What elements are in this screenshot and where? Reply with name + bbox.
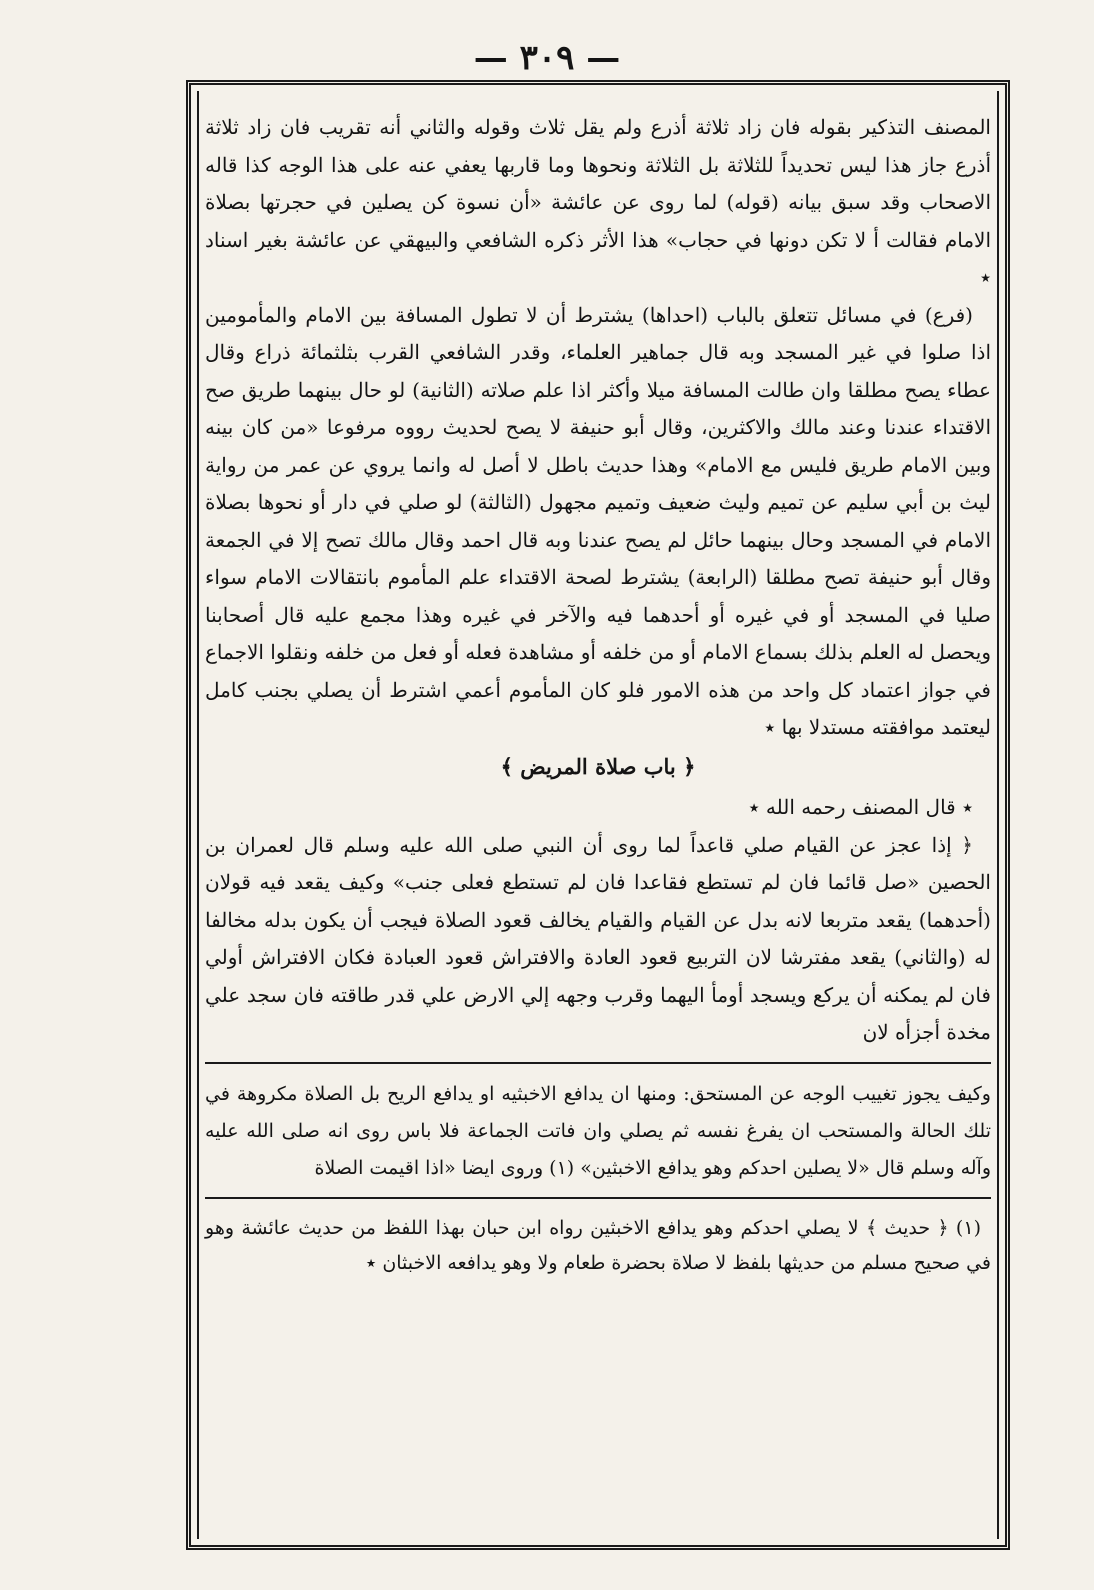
main-paragraph: المصنف التذكير بقوله فان زاد ثلاثة أذرع ولم يقل ثلاث وقوله والثاني أنه تقريب فان زاد ثلاثة أذرع جاز هذا ليس تحديداً للثلاثة بل الثلاثة ونحوها وما قاربها يعفي عنه على هذا الوجه كذا قاله الاصحاب وقد سبق بيانه (قوله) لما روى عن عائشة «أن نسوة كن يصلين في حجرتها بصلاة الامام فقالت أ لا تكن دونها في حجاب» هذا الأثر ذكره الشافعي والبيهقي عن عائشة بغير اسناد ٭ [205,115,991,289]
matn-paragraph: ﴿ إذا عجز عن القيام صلي قاعداً لما روى أن النبي صلى الله عليه وسلم قال لعمران بن الحصين «صل قائما فان لم تستطع فقاعدا فان لم تستطع فعلى جنب» وكيف يقعد فيه قولان (أحدهما) يقعد متربعا لانه بدل عن القيام والقيام يخالف قعود الصلاة فيجب أن يكون بدله مخالفا له (والثاني) يقعد مفترشا لان التربيع قعود العادة والافتراش قعود العبادة فكان الافتراش أولي فان لم يمكنه أن يركع ويسجد أومأ اليهما وقرب وجهه إلي الارض علي قدر طاقته فان سجد علي مخدة أجزأه لان [205,832,991,1044]
page-content [205,109,991,1281]
commentary-section [205,1076,991,1187]
chapter-heading: ﴿ باب صلاة المريض ﴾ [500,753,696,779]
footnote-divider [205,1197,991,1199]
commentary-paragraph: وكيف يجوز تغييب الوجه عن المستحق: ومنها ان يدافع الاخبثيه او يدافع الريح بل الصلاة مكروهة في تلك الحالة والمستحب ان يفرغ نفسه ثم يصلي وان فاتت الجماعة فلا باس روى انه صلى الله عليه وآله وسلم قال «لا يصلين احدكم وهو يدافع الاخبثين» (١) وروى ايضا «اذا اقيمت الصلاة [205,1082,991,1179]
main-paragraph: (فرع) في مسائل تتعلق بالباب (احداها) يشترط أن لا تطول المسافة بين الامام والمأمومين اذا صلوا في غير المسجد وبه قال جماهير العلماء، وقدر الشافعي القرب بثلثمائة ذراع وقال عطاء يصح مطلقا وان طالت المسافة ميلا وأكثر اذا علم صلاته (الثانية) لو حال بينهما طريق صح الاقتداء عندنا وعند مالك والاكثرين، وقال أبو حنيفة لا يصح لحديث رووه مرفوعا «من كان بينه وبين الامام طريق فليس مع الامام» وهذا حديث باطل لا أصل له وانما يروي عن عمر من رواية ليث بن أبي سليم عن تميم وليث ضعيف وتميم مجهول (الثالثة) لو صلي في دار أو نحوها بصلاة الامام في المسجد وحال بينهما حائل لم يصح عندنا وبه قال احمد وقال مالك تصح إلا في الجمعة وقال أبو حنيفة تصح مطلقا (الرابعة) يشترط لصحة الاقتداء علم المأموم بانتقالات الامام سواء صليا في المسجد أو في غيره أو أحدهما فيه والآخر في غيره وهذا مجمع عليه قال أصحابنا ويحصل له العلم بذلك بسماع الامام أو من خلفه أو مشاهدة فعله أو فعل من خلفه ونقلوا الاجماع في جواز اعتماد كل واحد من هذه الامور فلو كان المأموم أعمي اشترط أن يصلي بجنب كامل ليعتمد موافقته مستدلا بها ٭ [205,302,991,739]
matn-section [205,827,991,1052]
section-divider [205,1062,991,1064]
footnote-section [205,1211,991,1281]
page-number: — ٣٠٩ — [473,38,621,78]
page-frame [186,80,1010,1550]
sub-heading: ٭ قال المصنف رحمه الله ٭ [748,794,973,819]
footnote-paragraph: (١) ﴿ حديث ﴾ لا يصلي احدكم وهو يدافع الاخبثين رواه ابن حبان بهذا اللفظ من حديث عائشة وهو في صحيح مسلم من حديثها بلفظ لا صلاة بحضرة طعام ولا وهو يدافعه الاخبثان ٭ [205,1216,991,1274]
main-text [205,109,991,747]
